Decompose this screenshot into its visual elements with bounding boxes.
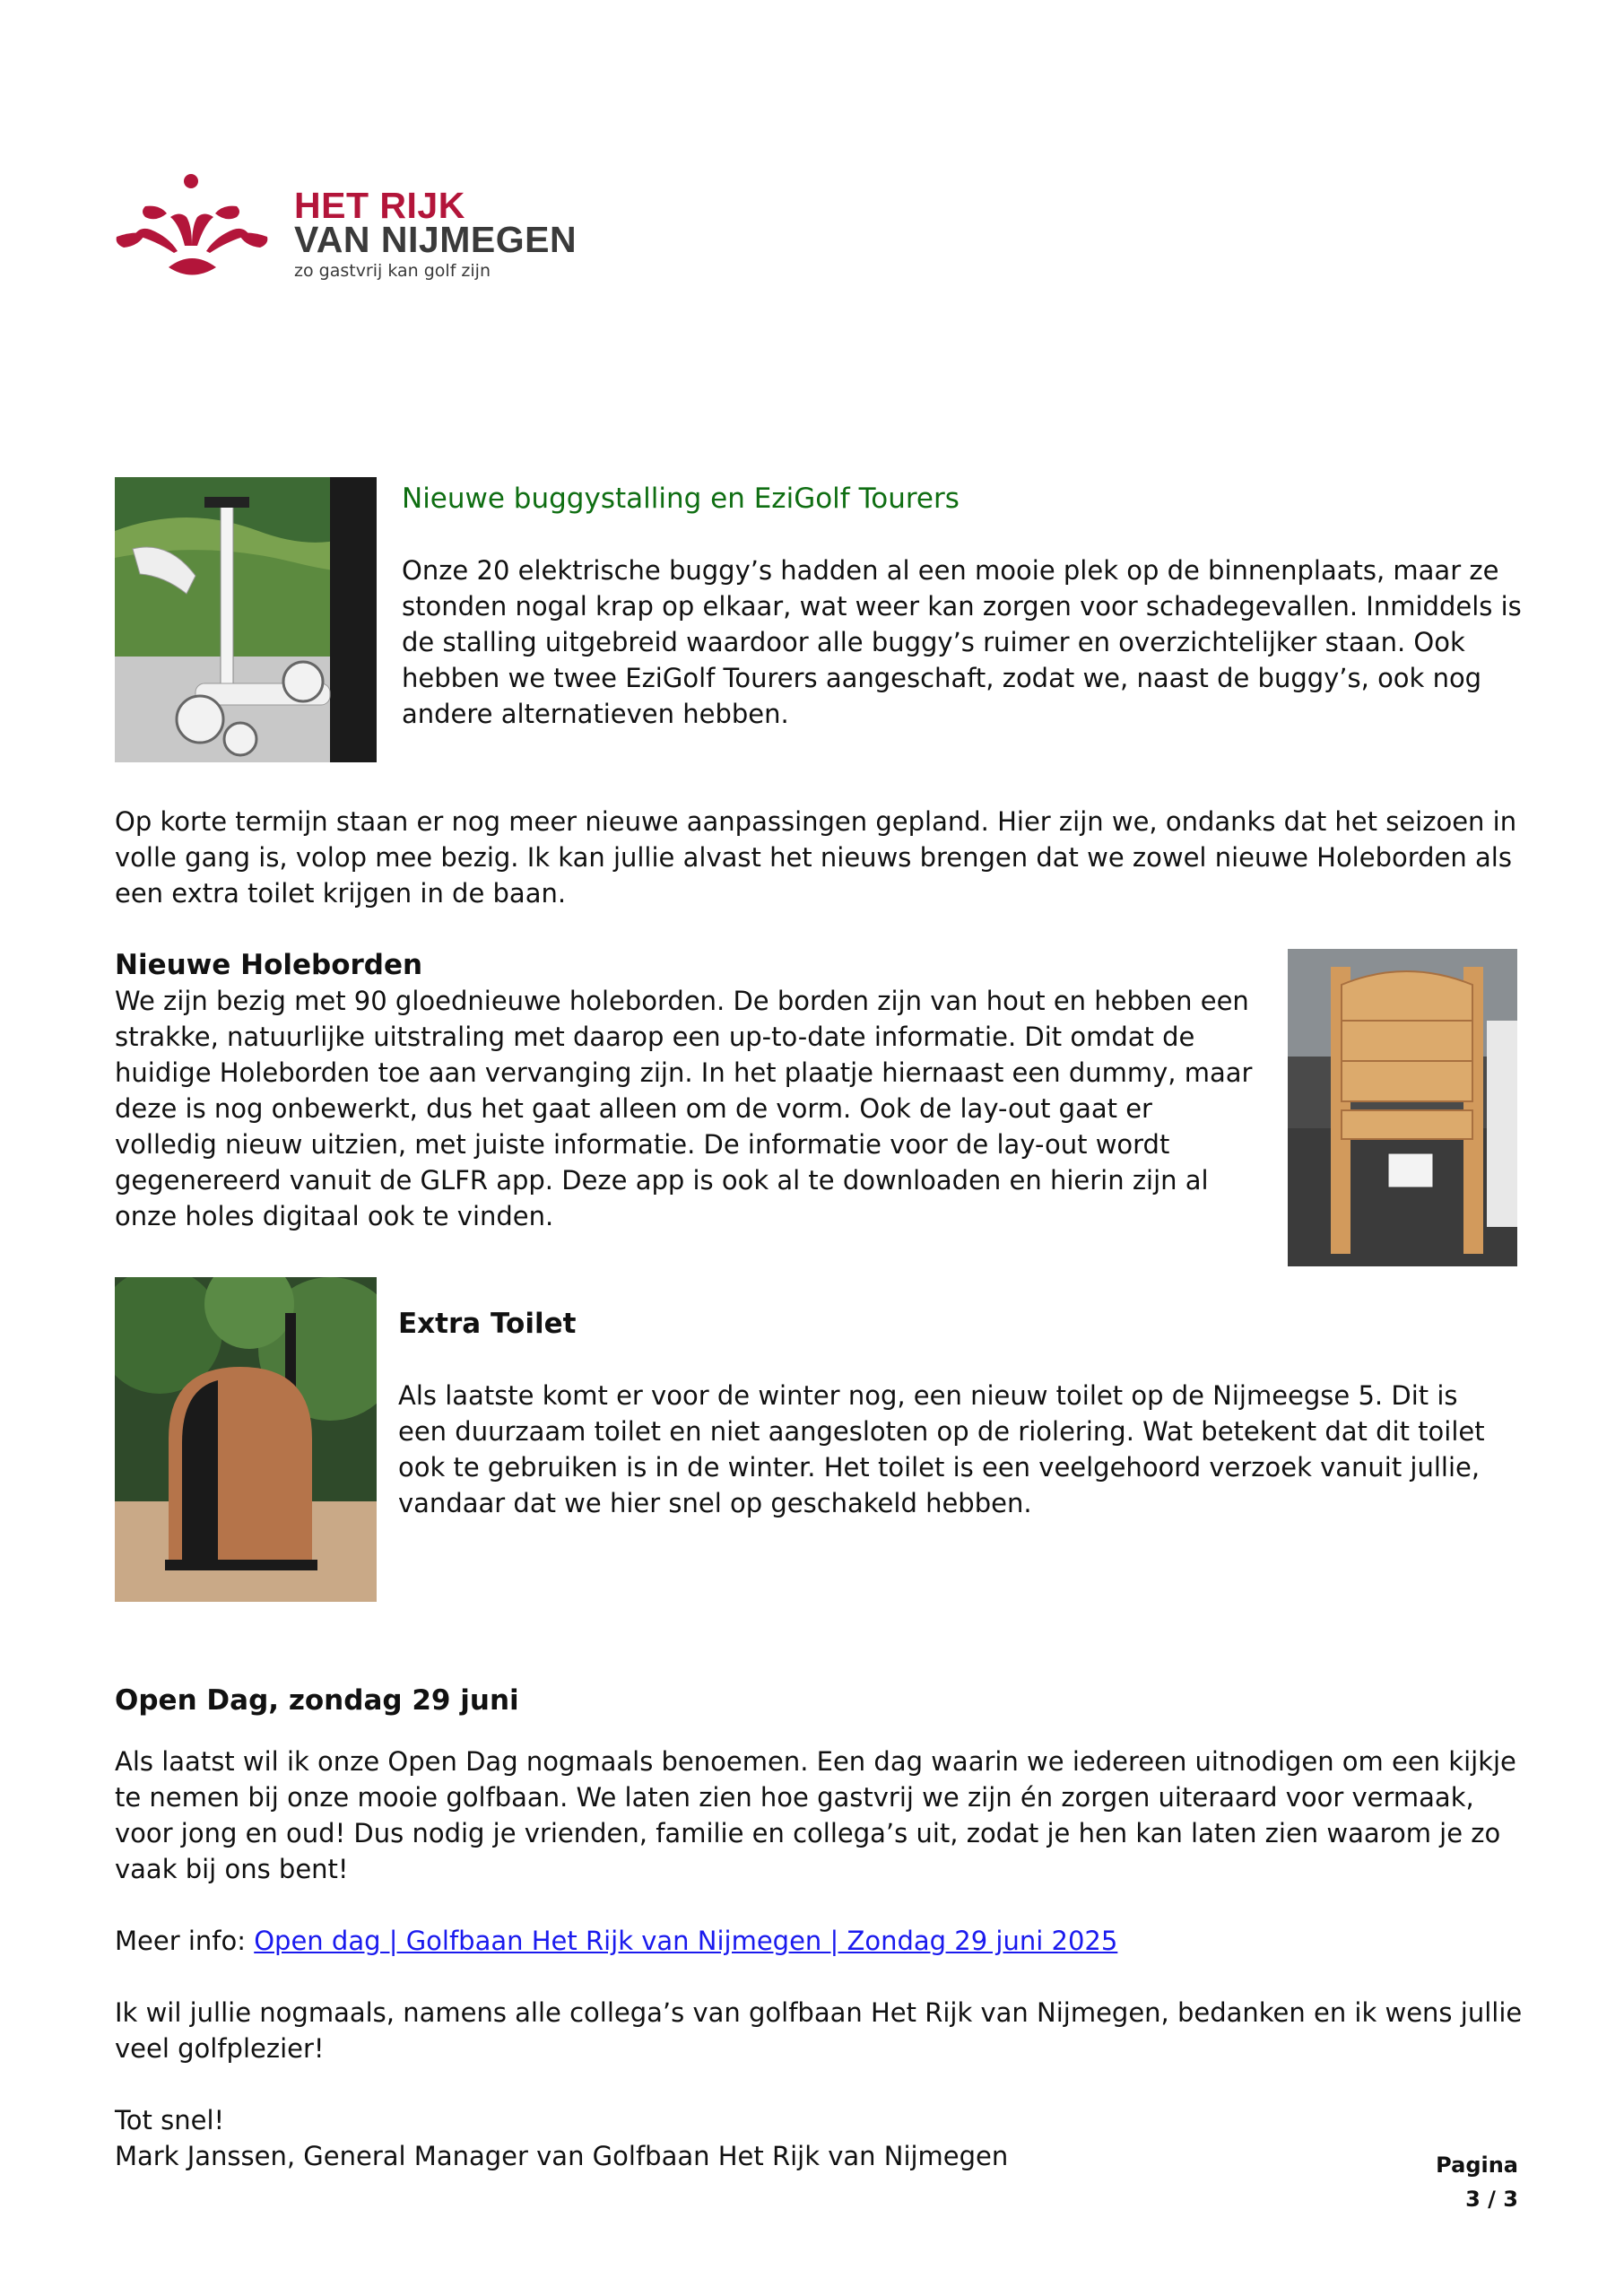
openday-text-block bbox=[115, 1744, 1532, 1887]
holebord-dummy-photo bbox=[1288, 949, 1517, 1266]
golf-tee-logo-icon bbox=[115, 170, 294, 283]
intro-block bbox=[115, 804, 1532, 911]
buggy-text: Onze 20 elektrische buggy’s hadden al een mooie plek op de binnenplaats, maar ze stonden nogal krap op elkaar, wat weer kan zorgen voor schadegevallen. Inmiddels is de stalling uitgebreid waardoor alle buggy’s ruimer en overzichtelijker staan. Ook hebben we twee EziGolf Tourers aangeschaft, zodat we, naast de buggy’s, ook nog andere alternatieven hebben. bbox=[402, 555, 1522, 729]
holeborden-text: We zijn bezig met 90 gloednieuwe holeborden. De borden zijn van hout en hebben een strakke, natuurlijke uitstraling met daarop een up-to-date informatie. Dit omdat de huidige Holeborden toe aan vervanging zijn. In het plaatje hiernaast een dummy, maar deze is nog onbewerkt, dus het gaat alleen om de vorm. Ook de lay-out gaat er volledig nieuw uitzien, met juiste informatie. De informatie voor de lay-out wordt gegenereerd vanuit de GLFR app. Deze app is ook al te downloaden en hierin zijn al onze holes digitaal ook te vinden. bbox=[115, 986, 1253, 1231]
signature: Mark Janssen, General Manager van Golfbaan Het Rijk van Nijmegen bbox=[115, 2141, 1009, 2171]
buggy-text-block bbox=[402, 552, 1532, 732]
openday-text: Als laatst wil ik onze Open Dag nogmaals benoemen. Een dag waarin we iedereen uitnodigen om een kijkje te nemen bij onze mooie golfbaan. We laten zien hoe gastvrij we zijn én zorgen uiteraard voor vermaak, voor jong en oud! Dus nodig je vrienden, familie en collega’s uit, zodat je hen kan laten zien waarom je zo vaak bij ons bent! bbox=[115, 1746, 1516, 1884]
openday-info-prefix: Meer info: bbox=[115, 1926, 247, 1956]
toilet-photo bbox=[115, 1277, 377, 1602]
toilet-title: Extra Toilet bbox=[398, 1308, 577, 1340]
logo-tagline: zo gastvrij kan golf zijn bbox=[294, 261, 491, 281]
buggy-title: Nieuwe buggystalling en EziGolf Tourers bbox=[402, 483, 960, 515]
openday-info-link[interactable]: Open dag | Golfbaan Het Rijk van Nijmegen | Zondag 29 juni 2025 bbox=[254, 1926, 1118, 1956]
openday-title: Open Dag, zondag 29 juni bbox=[115, 1684, 519, 1717]
closing-block bbox=[115, 2102, 1532, 2174]
toilet-text-block bbox=[398, 1378, 1510, 1521]
page-footer bbox=[1436, 2148, 1518, 2216]
intro-text: Op korte termijn staan er nog meer nieuwe aanpassingen gepland. Hier zijn we, ondanks dat het seizoen in volle gang is, volop mee bezig. Ik kan jullie alvast het nieuws brengen dat we zowel nieuwe Holeborden als een extra toilet krijgen in de baan. bbox=[115, 806, 1517, 909]
openday-info-line bbox=[115, 1923, 1532, 1959]
logo-line-2: VAN NIJMEGEN bbox=[294, 219, 578, 260]
ezigolf-tourer-photo bbox=[115, 477, 377, 762]
thanks-text: Ik wil jullie nogmaals, namens alle collega’s van golfbaan Het Rijk van Nijmegen, bedanken en ik wens jullie veel golfplezier! bbox=[115, 1997, 1523, 2064]
holeborden-text-block bbox=[115, 983, 1258, 1234]
page-label: Pagina bbox=[1436, 2152, 1518, 2178]
page-number: 3 / 3 bbox=[1465, 2187, 1518, 2212]
toilet-text: Als laatste komt er voor de winter nog, een nieuw toilet op de Nijmeegse 5. Dit is een duurzaam toilet en niet aangesloten op de riolering. Wat betekent dat dit toilet ook te gebruiken is in de winter. Het toilet is een veelgehoord verzoek vanuit jullie, vandaar dat we hier snel op geschakeld hebben. bbox=[398, 1380, 1485, 1518]
logo-line-1: HET RIJK bbox=[294, 185, 465, 226]
closing-text: Tot snel! bbox=[115, 2105, 225, 2135]
thanks-block bbox=[115, 1995, 1532, 2066]
holeborden-title: Nieuwe Holeborden bbox=[115, 949, 423, 981]
logo bbox=[115, 170, 599, 287]
